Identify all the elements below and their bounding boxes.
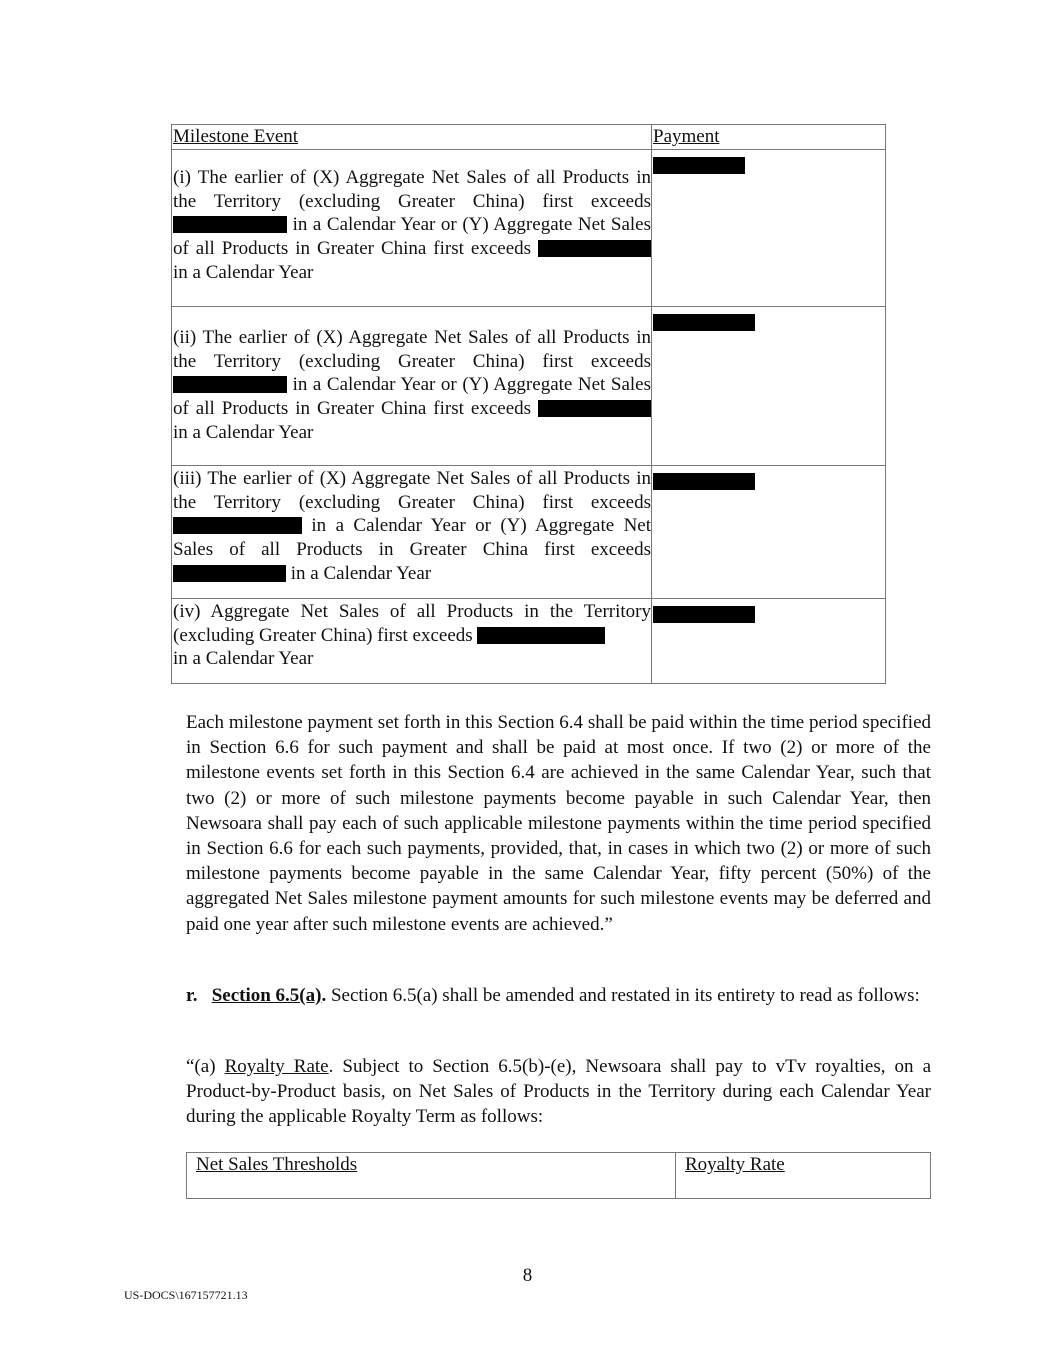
section-r-letter: r. <box>186 985 198 1006</box>
section-r-paragraph: r. Section 6.5(a). Section 6.5(a) shall be amended and restated in its entirety to read as follows: <box>186 985 920 1006</box>
redaction-bar <box>173 565 286 582</box>
milestone-paragraph: Each milestone payment set forth in this Section 6.4 shall be paid within the time period specified in Section 6.6 for such payment and shall be paid at most once. If two (2) or more of the milestone events set forth in this Section 6.4 are achieved in the same Calendar Year, such that two (2) or more of such milestone payments become payable in such Calendar Year, then Newsoara shall pay each of such applicable milestone payments within the time period specified in Section 6.6 for each such payments, provided, that, in cases in which two (2) or more of such milestone payments become payable in the same Calendar Year, fifty percent (50%) of the aggregated Net Sales milestone payment amounts for such milestone events may be deferred and paid one year after such milestone events are achieved.” <box>186 712 931 935</box>
redaction-bar <box>173 517 302 534</box>
milestone-event-cell <box>172 465 652 598</box>
milestone-event-cell <box>172 598 652 683</box>
payment-cell <box>652 306 886 465</box>
header-royalty-rate: Royalty Rate <box>676 1153 931 1199</box>
cell-content: (ii) The earlier of (X) Aggregate Net Sales of all Products in the Territory (excluding Greater China) first exceeds in a Calendar Year or (Y) Aggregate Net Sales of all Products in Greater China first exceeds in a Calendar Year <box>173 326 652 443</box>
redaction-bar <box>653 473 755 490</box>
redaction-bar <box>653 606 755 623</box>
redaction-bar <box>538 400 651 417</box>
redaction-bar <box>477 627 605 644</box>
header-payment: Payment <box>652 125 886 150</box>
payment-cell <box>652 598 886 683</box>
section-r-heading: Section 6.5(a) <box>211 985 322 1006</box>
royalty-rate-paragraph: “(a) Royalty Rate. Subject to Section 6.5(b)-(e), Newsoara shall pay to vTv royalties, on a Product-by-Product basis, on Net Sales of Products in the Territory during each Calendar Year during the applicable Royalty Term as follows: <box>186 1056 931 1128</box>
redaction-bar <box>538 240 651 257</box>
page-number: 8 <box>522 1265 533 1286</box>
milestone-event-cell <box>172 306 652 465</box>
payment-cell <box>652 465 886 598</box>
table-header-row <box>187 1153 931 1199</box>
header-net-sales-thresholds: Net Sales Thresholds <box>187 1153 676 1199</box>
milestone-table <box>171 124 886 684</box>
table-row <box>172 465 886 598</box>
table-row <box>172 306 886 465</box>
redaction-bar <box>173 216 287 233</box>
redaction-bar <box>653 314 755 331</box>
document-id: US-DOCS\167157721.13 <box>124 1288 248 1302</box>
section-r-text: Section 6.5(a) shall be amended and restated in its entirety to read as follows: <box>330 985 920 1006</box>
milestone-event-cell <box>172 149 652 306</box>
payment-cell <box>652 149 886 306</box>
cell-content: (iii) The earlier of (X) Aggregate Net Sales of all Products in the Territory (excluding Greater China) first exceeds in a Calendar Year or (Y) Aggregate Net Sales of all Products in Greater China first exceeds in a Calendar Year <box>173 467 652 584</box>
cell-content: (i) The earlier of (X) Aggregate Net Sales of all Products in the Territory (excluding Greater China) first exceeds in a Calendar Year or (Y) Aggregate Net Sales of all Products in Greater China first exceeds in a Calendar Year <box>173 166 652 283</box>
royalty-rate-heading: Royalty Rate <box>224 1056 329 1077</box>
redaction-bar <box>173 376 287 393</box>
header-milestone-event: Milestone Event <box>172 125 652 150</box>
redaction-bar <box>653 157 745 174</box>
royalty-table <box>186 1152 931 1199</box>
cell-content: (iv) Aggregate Net Sales of all Products in the Territory (excluding Greater China) first exceeds in a Calendar Year <box>173 600 651 670</box>
table-header-row <box>172 125 886 150</box>
table-row <box>172 149 886 306</box>
table-row <box>172 598 886 683</box>
